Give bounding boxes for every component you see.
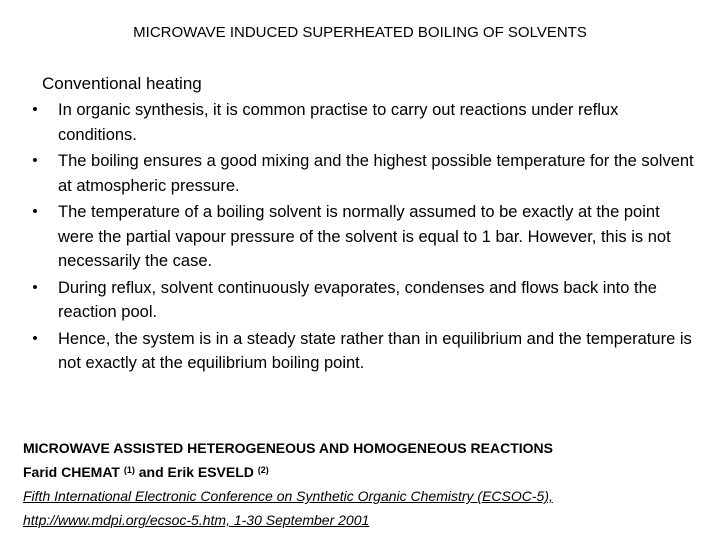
list-item	[28, 200, 698, 274]
reference-block	[23, 436, 713, 532]
bullet-text: The temperature of a boiling solvent is normally assumed to be exactly at the point were the partial vapour pressure of the solvent is equal to 1 bar. However, this is not necessarily the case.	[58, 203, 671, 270]
reference-link-line: http://www.mdpi.org/ecsoc-5.htm, 1-30 September 2001	[23, 512, 370, 528]
author-conjunction: and	[134, 464, 168, 480]
list-item	[28, 149, 698, 198]
page-title: MICROWAVE INDUCED SUPERHEATED BOILING OF SOLVENTS	[133, 24, 587, 41]
list-item	[28, 327, 698, 376]
bullet-text: The boiling ensures a good mixing and the highest possible temperature for the solvent at atmospheric pressure.	[58, 152, 694, 195]
author-name: Farid CHEMAT	[23, 464, 120, 480]
reference-link-line: Fifth International Electronic Conference on Synthetic Organic Chemistry (ECSOC-5),	[23, 488, 553, 504]
bullet-text: During reflux, solvent continuously evaporates, condenses and flows back into the reaction pool.	[58, 278, 657, 321]
reference-link[interactable]	[23, 484, 713, 532]
author-name: Erik ESVELD	[167, 464, 254, 480]
reference-authors	[23, 460, 713, 484]
bullet-text: In organic synthesis, it is common practise to carry out reactions under reflux conditions.	[58, 101, 619, 144]
bullet-text: Hence, the system is in a steady state rather than in equilibrium and the temperature is not exactly at the equilibrium boiling point.	[58, 329, 692, 372]
list-item	[28, 276, 698, 325]
author-affiliation: (1)	[123, 465, 135, 475]
bullet-icon: •	[32, 278, 38, 296]
bullet-icon: •	[32, 329, 38, 347]
list-item	[28, 98, 698, 147]
bullet-list	[28, 98, 698, 378]
author-affiliation: (2)	[257, 465, 269, 475]
section-heading: Conventional heating	[42, 74, 202, 93]
bullet-icon: •	[32, 101, 38, 118]
bullet-icon: •	[32, 152, 38, 169]
reference-title: MICROWAVE ASSISTED HETEROGENEOUS AND HOMOGENEOUS REACTIONS	[23, 440, 553, 456]
bullet-icon: •	[32, 203, 38, 220]
